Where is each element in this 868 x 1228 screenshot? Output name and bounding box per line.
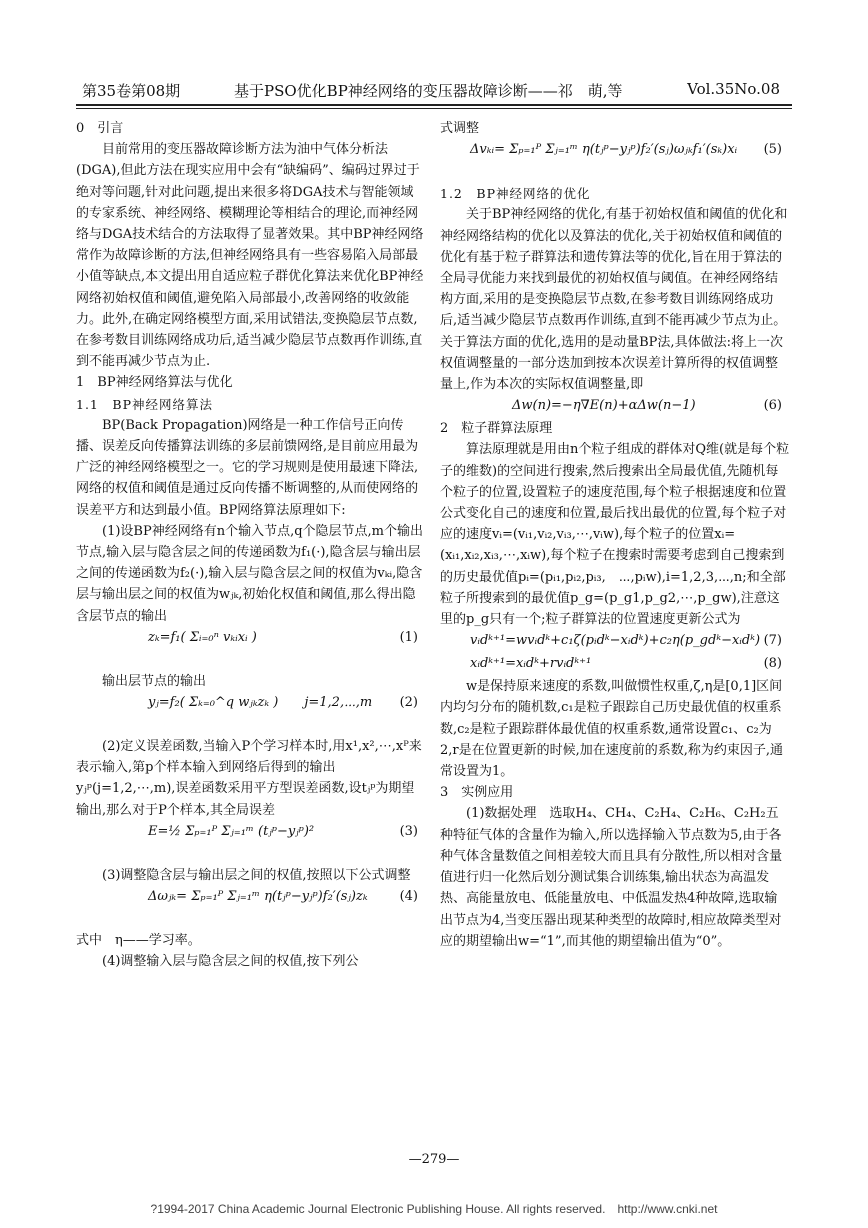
page-number: —279— [408,1152,460,1167]
equation-5-formula: Δvₖᵢ= Σₚ₌₁ᴾ Σⱼ₌₁ᵐ η(tⱼᵖ−yⱼᵖ)f₂′(sⱼ)ωⱼₖf₁′(sₖ)xᵢ [470,142,738,158]
equation-4-formula: Δωⱼₖ= Σₚ₌₁ᴾ Σⱼ₌₁ᵐ η(tⱼᵖ−yⱼᵖ)f₂′(sⱼ)zₖ [148,889,368,905]
step3-paragraph: (3)调整隐含层与输出层之间的权值,按照以下公式调整 [102,867,411,883]
continued-text: 式调整 [440,121,480,136]
header-rule-thin [76,108,792,109]
equation-7-number: (7) [763,633,782,649]
equation-2-number: (2) [399,695,418,711]
step1-paragraph: (1)设BP神经网络有n个输入节点,q个隐层节点,m个输出节点,输入层与隐含层之间的传递函数为f₁(·),隐含层与输出层之间的传递函数为f₂(·),输入层与隐含层之间的权值为vₖᵢ,隐含层与输出层之间的权值为wⱼₖ,初始化权值和阈值,那么得出隐含层节点的输出 [76,523,424,624]
equation-6 [440,395,790,418]
intro-paragraph: 目前常用的变压器故障诊断方法为油中气体分析法(DGA),但此方法在现实应用中会有“缺编码”、编码过界过于绝对等问题,针对此问题,提出来很多将DGA技术与智能领域的专家系统、神经网络、模糊理论等相结合的理论,而神经网络与DGA技术结合的方法取得了显著效果。其中BP神经网络常作为故障诊断的方法,但神经网络具有一些容易陷入局部最小值等缺点,本文提出用自适应粒子群优化算法来优化BP神经网络初始权值和阈值,避免陷入局部最小,改善网络的收敛能力。此外,在确定网络模型方面,采用试错法,变换隐层节点数,在参考数目训练网络成功后,适当减少隐层节点数再作训练,直到不能再减少节点为止. [76,142,424,370]
pso-paragraph: 算法原理就是用由n个粒子组成的群体对Q维(就是每个粒子的维数)的空间进行搜索,然后搜索出全局最优值,先随机每个粒子的位置,设置粒子的速度范围,每个粒子根据速度和位置公式变化自己的速度和位置,最后找出最优的位置,每个粒子对应的速度vᵢ=(vᵢ₁,vᵢ₂,vᵢ₃,⋯,vᵢw),每个粒子的位置xᵢ=(xᵢ₁,xᵢ₂,xᵢ₃,⋯,xᵢw),每个粒子在搜索时需要考虑到自己搜索到的历史最优值pᵢ=(pᵢ₁,pᵢ₂,pᵢ₃, ⋯,pᵢw),i=1,2,3,⋯,n;和全部粒子所搜索到的最优值p_g=(p_g1,p_g2,⋯,p_gw),注意这里的p_g只有一个;粒子群算法的位置速度更新公式为 [440,442,790,628]
step4-paragraph: (4)调整输入层与隐含层之间的权值,按下列公 [102,954,359,970]
issue-label: 第35卷第08期 [82,82,181,100]
output-layer-text: 输出层节点的输出 [102,673,207,689]
equation-8 [440,653,790,676]
bp-paragraph: BP(Back Propagation)网络是一种工作信号正向传播、误差反向传播算法训练的多层前馈网络,是目前应用最为广泛的神经网络模型之一。它的学习规则是使用最速下降法,网络的权值和阈值是通过反向传播不断调整的,从而使网络的误差平方和达到最小值。BP网络算法原理如下: [76,417,419,518]
equation-8-formula: xᵢdᵏ⁺¹=xᵢdᵏ+rvᵢdᵏ⁺¹ [470,656,592,672]
left-column [76,118,426,973]
equation-2 [76,692,426,736]
equation-3-formula: E=½ Σₚ₌₁ᴾ Σⱼ₌₁ᵐ (tⱼᵖ−yⱼᵖ)² [148,823,315,839]
equation-4 [76,886,426,930]
equation-6-number: (6) [763,398,782,414]
running-title: 基于PSO优化BP神经网络的变压器故障诊断——祁 萌,等 [234,82,623,100]
learning-rate-note: 式中 η——学习率。 [76,933,201,949]
equation-4-number: (4) [399,889,418,905]
volume-label: Vol.35No.08 [687,80,780,98]
section-heading-3: 3 实例应用 [440,785,514,801]
equation-6-formula: Δw(n)=−η∇E(n)+αΔw(n−1) [512,398,696,414]
equation-1-number: (1) [399,629,418,645]
equation-7 [440,630,790,653]
section-heading-0: 0 引言 [76,121,124,136]
equation-3 [76,821,426,865]
equation-7-formula: vᵢdᵏ⁺¹=wvᵢdᵏ+c₁ζ(pᵢdᵏ−xᵢdᵏ)+c₂η(p_gdᵏ−xᵢdᵏ) [470,633,761,649]
equation-5-number: (5) [763,142,782,158]
equation-8-number: (8) [763,656,782,672]
data-processing-paragraph: (1)数据处理 选取H₄、CH₄、C₂H₄、C₂H₆、C₂H₂五种特征气体的含量作为输入,所以选择输入节点数为5,由于各种气体含量数值之间相差较大而且具有分散性,所以相对含量值进行归一化然后划分测试集合训练集,输出状态为高温发热、高能量放电、低能量放电、中低温发热4种故障,选取输出节点为4,当变压器出现某种类型的故障时,相应故障类型对应的期望输出w=“1”,而其他的期望输出值为“0”。 [440,806,783,949]
subsection-heading-1-1: 1.1 BP神经网络算法 [76,396,213,412]
section-heading-2: 2 粒子群算法原理 [440,421,553,437]
optimization-paragraph: 关于BP神经网络的优化,有基于初始权值和阈值的优化和神经网络结构的优化以及算法的优化,关于初始权值和阈值的优化有基于粒子群算法和遗传算法等的优化,旨在用于算法的全局寻优能力来找到最优的初始权值与阈值。在神经网络结构方面,采用的是变换隐层节点数,在参考数目训练网络成功后,适当减少隐层节点数再作训练,直到不能再减少节点为止。关于算法方面的优化,选用的是动量BP法,具体做法:将上一次权值调整量的一部分迭加到按本次误差计算所得的权值调整量上,作为本次的实际权值调整量,即 [440,207,788,393]
equation-1 [76,627,426,671]
running-header [76,80,792,102]
equation-5 [440,139,790,183]
equation-1-formula: zₖ=f₁( Σᵢ₌₀ⁿ vₖᵢxᵢ ) [148,629,257,645]
header-rule-thick [76,104,792,106]
copyright-footer: ?1994-2017 China Academic Journal Electronic Publishing House. All rights reserved. http://www.cnki.net [150,1202,718,1216]
pso-params-paragraph: w是保持原来速度的系数,叫做惯性权重,ζ,η是[0,1]区间内均匀分布的随机数,c₁是粒子跟踪自己历史最优值的权重系数,c₂是粒子跟踪群体最优值的权重系数,通常设置c₁、c₂为2,r是在位置更新的时候,加在速度前的系数,称为约束因子,通常设置为1。 [440,679,784,780]
equation-3-number: (3) [399,823,418,839]
subsection-heading-1-2: 1.2 BP神经网络的优化 [440,186,591,202]
right-column [440,118,790,952]
step2-paragraph: (2)定义误差函数,当输入P个学习样本时,用x¹,x²,⋯,xᴾ来表示输入,第p个样本输入到网络后得到的输出yⱼᵖ(j=1,2,⋯,m),误差函数采用平方型误差函数,设tⱼᵖ为期望输出,那么对于P个样本,其全局误差 [76,739,422,818]
equation-2-formula: yⱼ=f₂( Σₖ₌₀^q wⱼₖzₖ ) j=1,2,⋯,m [148,695,373,711]
section-heading-1: 1 BP神经网络算法与优化 [76,375,233,391]
